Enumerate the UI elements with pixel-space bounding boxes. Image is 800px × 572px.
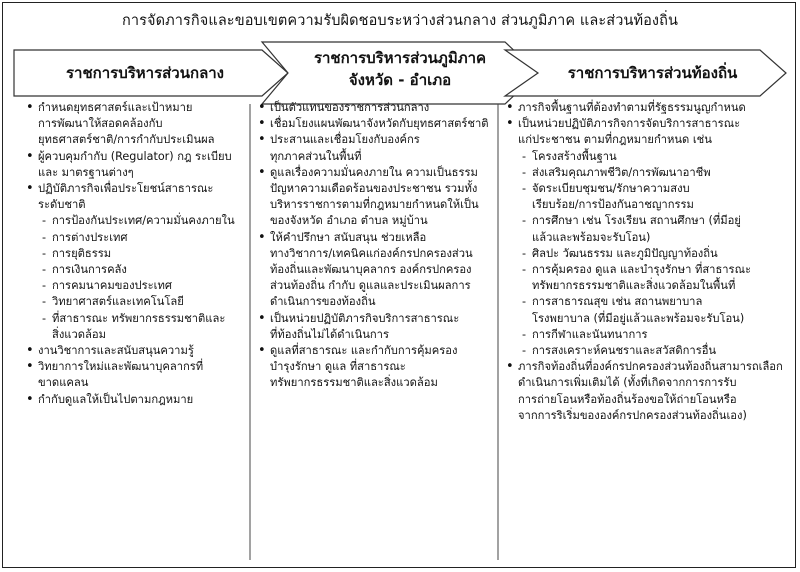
regional-column: [258, 100, 496, 392]
list-item: • ประสานและเชื่อมโยงกับองค์กร: [258, 132, 496, 148]
central-header: ราชการบริหารส่วนกลาง: [65, 64, 225, 82]
local-header: ราชการบริหารส่วนท้องถิ่น: [567, 64, 738, 82]
list-item: • งานวิชาการและสนับสนุนความรู้: [26, 343, 248, 359]
list-item: - การคมนาคมของประเทศ: [26, 278, 248, 294]
list-item: • ผู้ควบคุมกำกับ (Regulator) กฎ ระเบียบ: [26, 149, 248, 165]
list-item: • เป็นตัวแทนของราชการส่วนกลาง: [258, 100, 496, 116]
list-item: • ปฏิบัติภารกิจเพื่อประโยชน์สาธารณะ: [26, 181, 248, 197]
list-item: • ให้คำปรึกษา สนับสนุน ช่วยเหลือ: [258, 230, 496, 246]
list-item: • เชื่อมโยงแผนพัฒนาจังหวัดกับยุทธศาสตร์ชาติ: [258, 116, 496, 132]
list-item: ทรัพยากรธรรมชาติและสิ่งแวดล้อมในพื้นที่: [532, 279, 736, 293]
regional-list: [258, 100, 496, 392]
list-item: แล้วและพร้อมจะรับโอน): [532, 230, 651, 244]
list-item: - การป้องกันประเทศ/ความมั่นคงภายใน: [26, 213, 248, 229]
list-item: บริหารราชการตามที่กฎหมายกำหนดให้เป็น: [270, 198, 479, 212]
list-item: โรงพยาบาล (ที่มีอยู่แล้วและพร้อมจะรับโอน): [532, 311, 745, 325]
local-column: [506, 100, 796, 424]
regional-header-line1: ราชการบริหารส่วนภูมิภาค: [313, 49, 487, 67]
list-item: ระดับชาติ: [38, 198, 86, 212]
list-item: การพัฒนาให้สอดคล้องกับ: [38, 117, 163, 131]
list-item: - การกีฬาและนันทนาการ: [506, 327, 796, 343]
list-item: - จัดระเบียบชุมชน/รักษาความสงบ: [506, 181, 796, 197]
list-item: - การสงเคราะห์คนชราและสวัสดิการอื่น: [506, 343, 796, 359]
list-item: • ภารกิจท้องถิ่นที่องค์กรปกครองส่วนท้องถิ่นสามารถเลือก: [506, 359, 796, 375]
list-item: - การสาธารณสุข เช่น สถานพยาบาล: [506, 294, 796, 310]
central-column: [26, 100, 248, 408]
list-item: • วิทยาการใหม่และพัฒนาบุคลากรที่: [26, 359, 248, 375]
central-list: [26, 100, 248, 408]
list-item: - การคุ้มครอง ดูแล และบำรุงรักษา ที่สาธารณะ: [506, 262, 796, 278]
list-item: การถ่ายโอนหรือท้องถิ่นร้องขอให้ถ่ายโอนหรือ: [518, 392, 737, 406]
list-item: - ศิลปะ วัฒนธรรม และภูมิปัญญาท้องถิ่น: [506, 246, 796, 262]
list-item: ที่ท้องถิ่นไม่ได้ดำเนินการ: [270, 327, 389, 341]
list-item: ขาดแคลน: [38, 376, 89, 390]
list-item: • เป็นหน่วยปฏิบัติภารกิจบริการสาธารณะ: [258, 311, 496, 327]
list-item: เรียบร้อย/การป้องกันอาชญากรรม: [532, 198, 694, 212]
list-item: ดำเนินการเพิ่มเติมได้ (ทั้งที่เกิดจากการการรับ: [518, 376, 737, 390]
list-item: แก่ประชาชน ตามที่กฎหมายกำหนด เช่น: [518, 133, 712, 147]
list-item: ยุทธศาสตร์ชาติ/การกำกับประเมินผล: [38, 133, 215, 147]
list-item: - การยุติธรรม: [26, 246, 248, 262]
list-item: จากการริเริ่มขององค์กรปกครองส่วนท้องถิ่นเอง): [518, 408, 747, 422]
list-item: ปัญหาความเดือดร้อนของประชาชน รวมทั้ง: [270, 182, 478, 196]
list-item: - โครงสร้างพื้นฐาน: [506, 149, 796, 165]
list-item: ทุกภาคส่วนในพื้นที่: [270, 149, 362, 163]
list-item: - การต่างประเทศ: [26, 230, 248, 246]
page-title: การจัดภารกิจและขอบเขตความรับผิดชอบระหว่างส่วนกลาง ส่วนภูมิภาค และส่วนท้องถิ่น: [121, 13, 678, 29]
list-item: บำรุงรักษา ดูแล ที่สาธารณะ: [270, 360, 406, 374]
list-item: ส่วนท้องถิ่น กำกับ ดูแลและประเมินผลการ: [270, 279, 471, 293]
local-list: [506, 100, 796, 424]
list-item: ของจังหวัด อำเภอ ตำบล หมู่บ้าน: [270, 214, 428, 228]
list-item: - การเงินการคลัง: [26, 262, 248, 278]
list-item: • ดูแลที่สาธารณะ และกำกับการคุ้มครอง: [258, 343, 496, 359]
list-item: และ มาตรฐานต่างๆ: [38, 165, 134, 179]
list-item: • ดูแลเรื่องความมั่นคงภายใน ความเป็นธรรม: [258, 165, 496, 181]
list-item: • กำหนดยุทธศาสตร์และเป้าหมาย: [26, 100, 248, 116]
list-item: • เป็นหน่วยปฏิบัติภารกิจการจัดบริการสาธารณะ: [506, 116, 796, 132]
list-item: ทางวิชาการ/เทคนิคแก่องค์กรปกครองส่วน: [270, 246, 473, 260]
list-item: สิ่งแวดล้อม: [52, 327, 106, 341]
list-item: - วิทยาศาสตร์และเทคโนโลยี: [26, 294, 248, 310]
list-item: - ส่งเสริมคุณภาพชีวิต/การพัฒนาอาชีพ: [506, 165, 796, 181]
list-item: ทรัพยากรธรรมชาติและสิ่งแวดล้อม: [270, 376, 438, 390]
list-item: • ภารกิจพื้นฐานที่ต้องทำตามที่รัฐธรรมนูญกำหนด: [506, 100, 796, 116]
list-item: - ที่สาธารณะ ทรัพยากรธรรมชาติและ: [26, 311, 248, 327]
list-item: ท้องถิ่นและพัฒนาบุคลากร องค์กรปกครอง: [270, 263, 472, 277]
regional-header-line2: จังหวัด - อำเภอ: [348, 71, 452, 89]
list-item: ดำเนินการของท้องถิ่น: [270, 295, 376, 309]
list-item: - การศึกษา เช่น โรงเรียน สถานศึกษา (ที่มีอยู่: [506, 213, 796, 229]
list-item: • กำกับดูแลให้เป็นไปตามกฎหมาย: [26, 392, 248, 408]
